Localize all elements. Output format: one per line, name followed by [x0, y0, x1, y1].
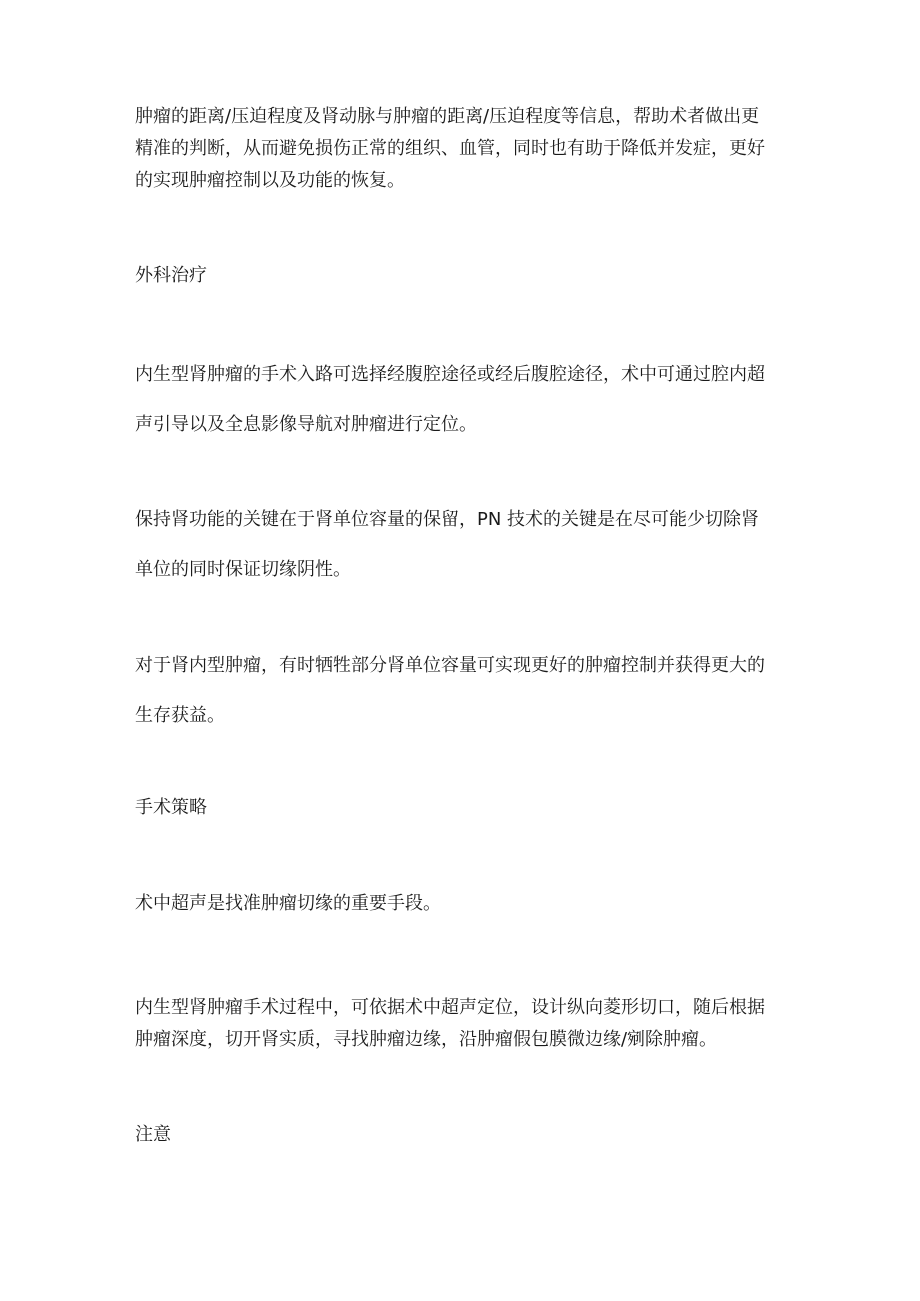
paragraph-renal-function — [135, 495, 795, 595]
paragraph-surgical-approach — [135, 350, 795, 450]
text-line: 肿瘤深度，切开肾实质，寻找肿瘤边缘，沿肿瘤假包膜微边缘/剜除肿瘤。 — [135, 1029, 718, 1050]
paragraph-procedure-steps — [135, 992, 795, 1056]
paragraph-tumor-distance — [135, 101, 795, 197]
text-line: 的实现肿瘤控制以及功能的恢复。 — [135, 170, 405, 191]
heading-surgical-treatment: 外科治疗 — [135, 265, 207, 286]
text-line: 术中超声是找准肿瘤切缘的重要手段。 — [135, 893, 441, 914]
text-line: 内生型肾肿瘤手术过程中，可依据术中超声定位，设计纵向菱形切口，随后根据 — [135, 997, 765, 1018]
text-line: 单位的同时保证切缘阴性。 — [135, 559, 351, 580]
text-line: 对于肾内型肿瘤，有时牺牲部分肾单位容量可实现更好的肿瘤控制并获得更大的 — [135, 655, 765, 676]
text-line: 保持肾功能的关键在于肾单位容量的保留，PN 技术的关键是在尽可能少切除肾 — [135, 509, 760, 530]
paragraph-intraop-ultrasound — [135, 891, 795, 917]
text-line: 声引导以及全息影像导航对肿瘤进行定位。 — [135, 414, 477, 435]
heading-surgical-strategy: 手术策略 — [135, 797, 207, 818]
heading-attention: 注意 — [135, 1124, 171, 1145]
paragraph-intrarenal-tumor — [135, 641, 795, 741]
text-line: 生存获益。 — [135, 705, 225, 726]
text-line: 内生型肾肿瘤的手术入路可选择经腹腔途径或经后腹腔途径，术中可通过腔内超 — [135, 364, 765, 385]
text-line: 精准的判断，从而避免损伤正常的组织、血管，同时也有助于降低并发症，更好 — [135, 138, 765, 159]
text-line: 肿瘤的距离/压迫程度及肾动脉与肿瘤的距离/压迫程度等信息，帮助术者做出更 — [135, 106, 760, 127]
